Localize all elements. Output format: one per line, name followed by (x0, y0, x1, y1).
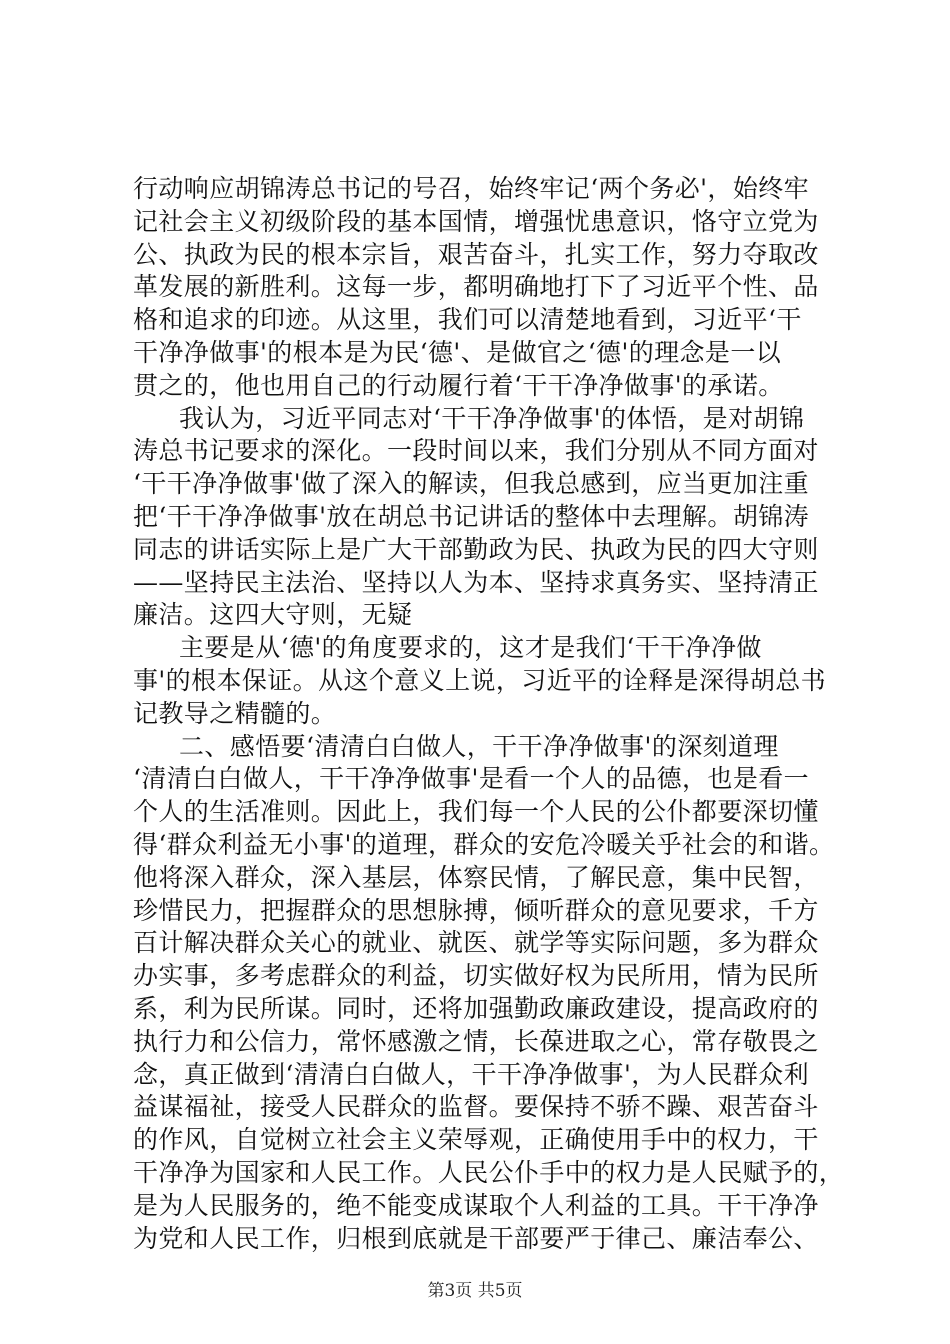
text-line: 得‘群众利益无小事'的道理，群众的安危冷暖关乎社会的和谐。 (133, 829, 835, 859)
text-line: 系，利为民所谋。同时，还将加强勤政廉政建设，提高政府的 (133, 993, 819, 1023)
text-line: 二、感悟要‘清清白白做人，干干净净做事'的深刻道理 (179, 731, 779, 761)
text-line: 干净净做事'的根本是为民‘德'、是做官之‘德'的理念是一以 (133, 337, 782, 367)
text-line: ——坚持民主法治、坚持以人为本、坚持求真务实、坚持清正 (133, 567, 819, 597)
text-line: 把‘干干净净做事'放在胡总书记讲话的整体中去理解。胡锦涛 (133, 501, 810, 531)
text-line: 同志的讲话实际上是广大干部勤政为民、执政为民的四大守则 (133, 534, 819, 564)
page-number-footer: 第3页 共5页 (427, 1281, 523, 1301)
text-line: ‘干干净净做事'做了深入的解读，但我总感到，应当更加注重 (133, 469, 810, 499)
text-line: 记社会主义初级阶段的基本国情，增强忧患意识，恪守立党为 (133, 206, 819, 236)
text-line: 珍惜民力，把握群众的思想脉搏，倾听群众的意见要求，千方 (133, 895, 819, 925)
text-line: 执行力和公信力，常怀感激之情，长葆进取之心，常存敬畏之 (133, 1026, 819, 1056)
text-line: 公、执政为民的根本宗旨，艰苦奋斗，扎实工作，努力夺取改 (133, 239, 819, 269)
text-line: 百计解决群众关心的就业、就医、就学等实际问题，多为群众 (133, 928, 819, 958)
text-line: 他将深入群众，深入基层，体察民情，了解民意，集中民智， (133, 862, 819, 892)
text-line: 贯之的，他也用自己的行动履行着‘干干净净做事'的承诺。 (133, 370, 784, 400)
text-line: 念，真正做到‘清清白白做人，干干净净做事'，为人民群众利 (133, 1059, 810, 1089)
text-line: 办实事，多考虑群众的利益，切实做好权为民所用，情为民所 (133, 961, 819, 991)
text-line: 格和追求的印迹。从这里，我们可以清楚地看到，习近平‘干 (133, 305, 802, 335)
text-line: 涛总书记要求的深化。一段时间以来，我们分别从不同方面对 (133, 436, 819, 466)
text-line: 益谋福祉，接受人民群众的监督。要保持不骄不躁、艰苦奋斗 (133, 1092, 819, 1122)
text-line: 事'的根本保证。从这个意义上说，习近平的诠释是深得胡总书 (133, 665, 827, 695)
text-line: 干净净为国家和人民工作。人民公仆手中的权力是人民赋予的， (133, 1157, 845, 1187)
text-line: 革发展的新胜利。这每一步，都明确地打下了习近平个性、品 (133, 272, 819, 302)
text-line: 个人的生活准则。因此上，我们每一个人民的公仆都要深切懂 (133, 797, 819, 827)
text-line: 是为人民服务的，绝不能变成谋取个人利益的工具。干干净净 (133, 1190, 819, 1220)
text-line: ‘清清白白做人，干干净净做事'是看一个人的品德，也是看一 (133, 764, 810, 794)
document-body (133, 173, 845, 1255)
text-line: 的作风，自觉树立社会主义荣辱观，正确使用手中的权力，干 (133, 1125, 819, 1155)
text-line: 廉洁。这四大守则，无疑 (133, 600, 413, 630)
text-line: 我认为，习近平同志对‘干干净净做事'的体悟，是对胡锦 (179, 403, 805, 433)
text-line: 主要是从‘德'的角度要求的，这才是我们‘干干净净做 (179, 633, 762, 663)
text-line: 记教导之精髓的。 (133, 698, 337, 728)
text-line: 为党和人民工作，归根到底就是干部要严于律己、廉洁奉公、 (133, 1223, 819, 1253)
text-line: 行动响应胡锦涛总书记的号召，始终牢记‘两个务必'，始终牢 (133, 174, 810, 203)
